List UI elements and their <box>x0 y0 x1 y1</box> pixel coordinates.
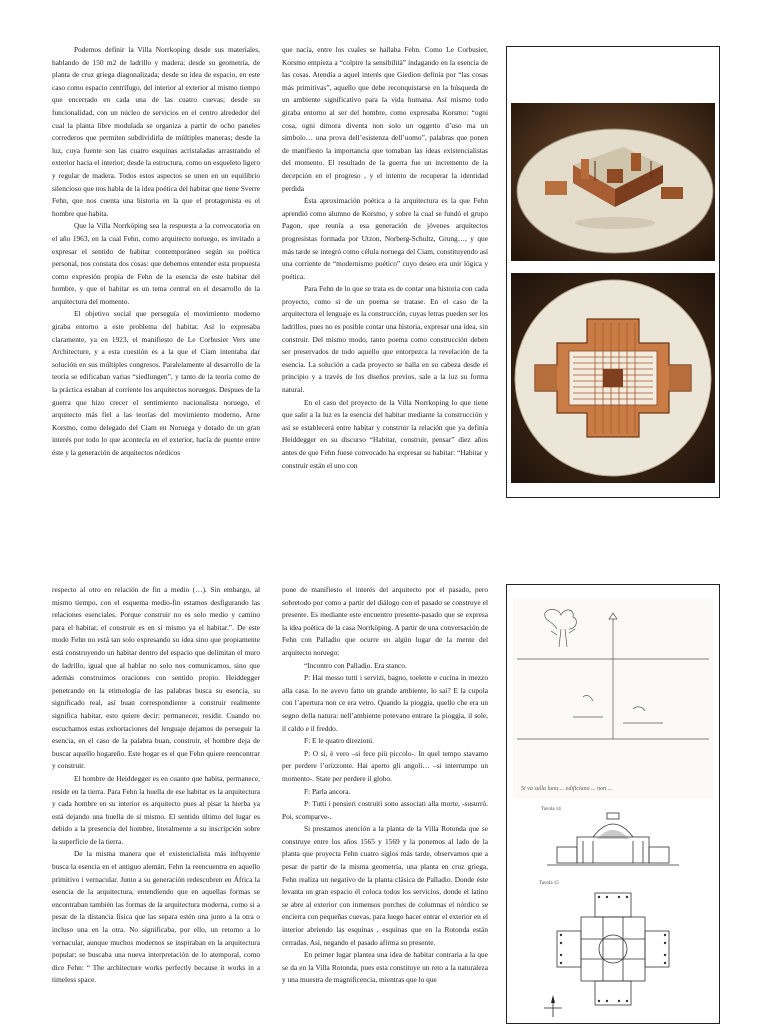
paragraph: El hombre de Heiddegger es en cuanto que habita, permanece, reside en la tierra. Para Fehn la huella de ese habitar es la arquitectura y cada hombre en su interior es arquitecto pues al pisar la hierba ya está dejando una huella de sí mismo. El sentido último del lugar es debido a la presencia del hombre, literalmente a su inscripción sobre la superficie de la tierra. <box>52 773 260 846</box>
sketch-caption: Si va sulla luna ... edificiano ... non ... <box>521 786 613 792</box>
paragraph: que nacía, entre los cuales se hallaba Fehn. Como Le Corbusier, Korsmo empieza a “colpire la sensibilità” indagando en la esencia de las cosas. Atendía a aquel interés que Giedion definía por “las cosas más primitivas”, aquello que debe reconquistarse en la búsqueda de un ambiente significativo para la vida humana. Así mismo todo giraba entorno al ser del hombre, como expresaba Korsmo: “ogni cosa, ogni dimora diventa non solo un oggetto d’uso ma un simbolo… una prova dell’esistenza dell’uomo”, palabras que ponen de manifiesto la importancia que tomaban las ideas existencialistas del momento. El resultado de la guerra fue un incremento de la decepción en el progreso , y el intento de recuperar la identidad perdida <box>282 45 488 193</box>
paragraph: P: Hai messo tutti i servizi, bagno, toelette e cucina in mezzo alla casa. Io ne avevo fatto un grande ambiente, lo sai? E la cupola con l’apertura non ce era vetro. Quando la pioggia, quello che era un segno della natura: nell’ambiente potevano entrare la pioggia, il sole, il caldo e il freddo. <box>282 673 488 733</box>
paragraph: P: O sì, è vero –si fece più piccolo-. In quel tempo stavamo per perdere l’orizzonte. Hai aperto gli angoli… –si interrumpe un momento-. State per perdere il globo. <box>282 748 488 783</box>
paragraph: En primer lugar plantea una idea de habitar contraria a la que se da en la Villa Rotonda, pues esta constituye un reto a la naturaleza y una muestra de magnificencia, mientras que lo que <box>282 950 488 985</box>
paragraph: De la misma manera que el existencialista más influyente busca la esencia en el antiguo alemán, Fehn la reencuentra en aquello primitivo i vernacular. Junto a su generación redescubren en África la esencia de la arquitectura, entendiendo que en aquellas formas se encontraban también las formas de la arquitectura moderna, como si a pesar de la distancia física que las separa estén una junto a la otra o incluso una en la otra. No significaba, por ello, un retorno a lo vernacular, aunque muchos modernos se inspiraban en la arquitectura popular; se buscaba una nueva interpretación de lo atemporal, como dice Fehn: “ The architecture works perfectly because it works in a timeless space. <box>52 849 260 985</box>
villa-rotonda-elevation <box>537 807 689 881</box>
text-column-right <box>282 584 488 987</box>
paragraph: Para Fehn de lo que se trata es de contar una historia con cada proyecto, como si de un poema se tratase. En el caso de la arquitectura el lenguaje es la construcción, cuyas letras pueden ser los ladrillos, pues no es posible contar una historia, expresar una idea, sin construir. Del mismo modo, tanto poema como construcción deben ser preservados de todo aquello que entorpezca la revelación de la esencia. La solución a cada proyecto se halla en su cabeza desde el principio y a través de los diseños previos, sale a la luz su forma natural. <box>282 284 488 395</box>
page-spread-bottom <box>0 580 768 1024</box>
text-column-left <box>52 44 260 460</box>
paragraph: Ésta aproximación poética a la arquitectura es la que Fehn aprendió como alumno de Korsmo, y sobre la cual se fundó el grupo Pagon, que reunía a esa generación de jóvenes arquitectos progresistas formada por Utzon, Norberg-Schultz, Grung…, y que más tarde se integró como célula noruega del Ciam, constituyendo así una corriente de “modernismo poético” cuyo deseo era unir lógica y poética. <box>282 196 488 281</box>
paragraph: F: Parla ancora. <box>304 786 351 796</box>
paragraph: respecto al otro en relación de fin a medio (…). Sin embargo, al mismo tiempo, con el esquema medio-fin estamos desfigurando las relaciones esenciales. Porque construir no es solo medio y camino para el habitar, el construir es en sí mismo ya el habitar.”. De este modo Fehn no está tan solo expresando su idea sino que propiamente está construyendo un habitar dentro del espacio que delimitan el muro de ladrillo, igual que al hablar no solo nos comunicamos, sino que además construimos oraciones con sentido propio. Heiddegger penetrando en la etimología de las palabras busca su esencia, su significado real, así buan correspondiente a construir realmente significa habitar, esto quiere decir: permanecer, residir. Cuando no escuchamos estas exhortaciones del lenguaje dejamos de perseguir la esencia, en el caso de la palabra buan, construir, el hombre deja de buscar aquello hogareño. Este hogar es el que Fehn quiere reencontrar y construir. <box>52 585 260 771</box>
paragraph: En el caso del proyecto de la Villa Norrkoping lo que tiene que salir a la luz es la esencia del habitar mediante la construcción y así se establecerá entre habitar y construir la relación que ya definía Heiddegger en su discurso “Habitar, construir, pensar” diez años antes de que Fehn fuese convocado ha expresar su habitar: “Habitar y construir están el uno con <box>282 397 488 470</box>
paragraph: F: E le quatro direzioni. <box>304 736 374 746</box>
plate-label: Tavola 15 <box>539 881 559 886</box>
paragraph: pone de manifiesto el interés del arquitecto por el pasado, pero sobretodo por como a partir del diálogo con el pasado se construye el presente. Es mediante este encuentro presente-pasado que se expresa la idea poética de la casa Norrköping. A partir de una conversación de Fehn con Palladio que ocurre en algún lugar de la mente del arquitecto noruego: <box>282 585 488 657</box>
paragraph: El objetivo social que perseguía el movimiento moderno giraba entorno a este problema del habitar. Así lo expresaba claramente, ya en 1923, el manifiesto de Le Corbusier Vers une Architecture, y a esta cuestión es a la que el Ciam intentaba dar solución en sus múltiples congresos. Paralelamente al desarrollo de la teoría se edificaban varias “siedlungen”, y tanto de la teoría como de la práctica estaban al corriente los arquitectos noruegos. Despues de la guerra que hizo crecer el sentimiento nacionalista noruego, el arquitecto más fiel a las teorías del movimiento moderno, Arne Korsmo, como delegado del Ciam en Noruega y dotado de un gran interés por todo lo que acontecía en el exterior, hacía de puente entre éste y la generación de arquitectos nórdicos <box>52 309 260 457</box>
villa-rotonda-plan <box>535 881 691 1019</box>
figure-panel-drawings <box>506 584 720 1024</box>
text-column-right <box>282 44 488 472</box>
text-column-left <box>52 584 260 987</box>
model-photo-perspective <box>511 103 715 261</box>
paragraph: Si prestamos atención a la planta de la Villa Rotonda que se construye entre los años 1565 y 1569 y la ponemos al lado de la planta que proyecta Fehn cuatro siglos más tarde, observamos que a pesar de partir de la misma geometría, una planta en cruz griega, Fehn realiza un negativo de la planta clásica de Palladio. Donde éste levanta un gran espacio él coloca todos los servicios, donde el latino se abre al exterior con inmensos porches de columnas el nórdico se encierra con pequeñas cuevas, para luego hacer entrar el exterior en el interior abriendo las esquinas , esquinas que en la Rotonda están cerradas. Así, negando el pasado afirma su presente. <box>282 824 488 947</box>
horizon-sketch <box>513 599 713 799</box>
paragraph: “Incontro con Palladio. Era stanco. <box>304 660 407 670</box>
paragraph: Que la Villa Norrköping sea la respuesta a la convocatoria en el año 1963, en la cual Fehn, como arquitecto noruego, es invitado a expresar el sentido de habitar contemporáneo según su poética personal, nos constata dos cosas: que debemos entender esta propuesta como expresión propia de Fehn de la esencia de este habitar del hombre, y que el habitar es un tema central en el desarrollo de la arquitectura del momento. <box>52 221 260 306</box>
figure-panel-models <box>506 46 720 498</box>
model-photo-plan-view <box>511 273 715 483</box>
plate-label: Tavola 14 <box>541 807 561 812</box>
paragraph: Podemos definir la Villa Norrkoping desde sus materiales, hablando de 150 m2 de ladrillo y madera; desde su geometría, de planta de cruz griega diagonalizada; desde su idea de espacio, en este caso como espacio centrífugo, del interior al exterior al mismo tiempo que encerrado en cada una de las cuatro cuevas; desde su funcionalidad, con un núcleo de servicios en el centro alrededor del cual la planta libre modulada se organiza a partir de ocho paneles correderos que permiten subdividirla de múltiples maneras; desde la luz, cuya fuente son las cuatro esquinas acristaladas arrastrando el exterior hacia el interior; desde la estructura, como un esqueleto ligero y regular de madera. Todos estos aspectos se unen en un equilibrio silencioso que nos habla de la idea poética del habitar que tiene Sverre Fehn, que nos cuenta una historia en la que el protagonista es el hombre que habita. <box>52 45 260 218</box>
paragraph: P: Tutti i pensieri costruiti sono associati alla morte, -susurró. Poi, scomparve-. <box>282 799 488 821</box>
